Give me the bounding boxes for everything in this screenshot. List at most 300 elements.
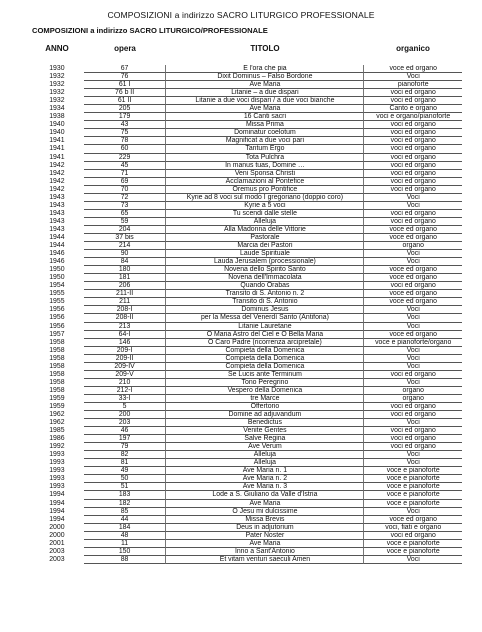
table-row bbox=[30, 443, 462, 451]
table-row bbox=[30, 81, 462, 89]
titolo-cell: Alla Madonna delle Vittorie bbox=[165, 226, 364, 234]
organico-cell: voci, fiati e organo bbox=[364, 524, 462, 532]
table-row bbox=[30, 371, 462, 379]
table-row bbox=[30, 186, 462, 194]
organico-cell: voci ed organo bbox=[364, 371, 462, 379]
organico-cell: voce ed organo bbox=[364, 226, 462, 234]
anno-cell: 1958 bbox=[49, 338, 65, 346]
anno-cell: 1994 bbox=[49, 507, 65, 515]
anno-cell: 1943 bbox=[49, 193, 65, 201]
organico-cell: voce ed organo bbox=[364, 274, 462, 282]
table-row bbox=[30, 258, 462, 266]
anno-cell: 1943 bbox=[49, 209, 65, 217]
organico-cell: voce e pianoforte bbox=[364, 491, 462, 499]
opera-cell: 61 I bbox=[84, 81, 166, 89]
titolo-cell: Kyrie ad 8 voci sul modo I gregoriano (doppio coro) bbox=[165, 194, 364, 202]
titolo-cell: Oremus pro Pontifice bbox=[165, 186, 364, 194]
anno-cell: 1934 bbox=[49, 105, 65, 113]
anno-cell: 1993 bbox=[49, 483, 65, 491]
table-row bbox=[30, 500, 462, 508]
table-row bbox=[30, 314, 462, 322]
table-row bbox=[30, 170, 462, 178]
opera-cell: 73 bbox=[84, 202, 166, 210]
table-row bbox=[30, 242, 462, 250]
titolo-cell: Dominatur coelotum bbox=[165, 129, 364, 137]
anno-cell: 1943 bbox=[49, 217, 65, 225]
organico-cell: voci ed organo bbox=[364, 532, 462, 540]
table-row bbox=[30, 137, 462, 145]
table-row bbox=[30, 129, 462, 137]
table-row bbox=[30, 540, 462, 548]
table-row bbox=[30, 459, 462, 467]
table-row bbox=[30, 73, 462, 81]
organico-cell: voci ed organo bbox=[364, 97, 462, 105]
organico-cell: voce ed organo bbox=[364, 290, 462, 298]
opera-cell: 180 bbox=[84, 266, 166, 274]
opera-cell: 209-IV bbox=[84, 363, 166, 371]
titolo-cell: Novena dello Spirito Santo bbox=[165, 266, 364, 274]
table-row bbox=[30, 274, 462, 282]
opera-cell: 90 bbox=[84, 250, 166, 258]
titolo-cell: Pater Noster bbox=[165, 532, 364, 540]
titolo-cell: Litanie – a due dispari bbox=[165, 89, 364, 97]
titolo-cell: Missa Prima bbox=[165, 121, 364, 129]
table-row bbox=[30, 411, 462, 419]
table-row bbox=[30, 323, 462, 331]
table-row bbox=[30, 210, 462, 218]
table-row bbox=[30, 97, 462, 105]
titolo-cell: Deus in adjutorium bbox=[165, 524, 364, 532]
table-row bbox=[30, 282, 462, 290]
header-titolo: TITOLO bbox=[250, 43, 280, 53]
opera-cell: 209-I bbox=[84, 347, 166, 355]
opera-cell: 65 bbox=[84, 210, 166, 218]
opera-cell: 64-I bbox=[84, 331, 166, 339]
titolo-cell: Marcia dei Pastori bbox=[165, 242, 364, 250]
table-title: COMPOSIZIONI a indirizzo SACRO LITURGICO/PROFESSIONALE bbox=[32, 26, 268, 35]
table-body bbox=[30, 65, 462, 564]
anno-cell: 1943 bbox=[49, 201, 65, 209]
table-row bbox=[30, 427, 462, 435]
anno-cell: 1956 bbox=[49, 322, 65, 330]
titolo-cell: Litanie Lauretane bbox=[165, 323, 364, 331]
organico-cell: voce e pianoforte/organo bbox=[364, 339, 462, 347]
titolo-cell: Acclamazioni al Pontefice bbox=[165, 178, 364, 186]
opera-cell: 205 bbox=[84, 105, 166, 113]
titolo-cell: Quando Orabas bbox=[165, 282, 364, 290]
organico-cell: voce ed organo bbox=[364, 234, 462, 242]
anno-cell: 1941 bbox=[49, 153, 65, 161]
table-row bbox=[30, 556, 462, 564]
titolo-cell: O Maria Astro del Ciel e O Bella Maria bbox=[165, 331, 364, 339]
opera-cell: 48 bbox=[84, 532, 166, 540]
organico-cell: Voci bbox=[364, 556, 462, 564]
anno-cell: 1956 bbox=[49, 306, 65, 314]
titolo-cell: Ave Maria bbox=[165, 105, 364, 113]
anno-cell: 1942 bbox=[49, 185, 65, 193]
table-row bbox=[30, 467, 462, 475]
titolo-cell: Tota Pulchra bbox=[165, 154, 364, 162]
organico-cell: organo bbox=[364, 242, 462, 250]
opera-cell: 209-V bbox=[84, 371, 166, 379]
titolo-cell: Ave Verum bbox=[165, 443, 364, 451]
organico-cell: voci ed organo bbox=[364, 162, 462, 170]
anno-cell: 1930 bbox=[49, 65, 65, 72]
table-row bbox=[30, 218, 462, 226]
titolo-cell: Ave Maria bbox=[165, 81, 364, 89]
opera-cell: 43 bbox=[84, 121, 166, 129]
anno-cell: 1944 bbox=[49, 242, 65, 250]
titolo-cell: Se Lucis ante Terminum bbox=[165, 371, 364, 379]
organico-cell: voce ed organo bbox=[364, 331, 462, 339]
organico-cell: Voci bbox=[364, 379, 462, 387]
table-row bbox=[30, 339, 462, 347]
titolo-cell: Pastorale bbox=[165, 234, 364, 242]
organico-cell: Voci bbox=[364, 419, 462, 427]
organico-cell: Voci bbox=[364, 451, 462, 459]
titolo-cell: Ave Maria bbox=[165, 540, 364, 548]
anno-cell: 1958 bbox=[49, 370, 65, 378]
titolo-cell: Transito di S. Antonio n. 2 bbox=[165, 290, 364, 298]
anno-cell: 1946 bbox=[49, 250, 65, 258]
organico-cell: Voci bbox=[364, 363, 462, 371]
header-opera: opera bbox=[114, 43, 136, 53]
organico-cell: voce e pianoforte bbox=[364, 483, 462, 491]
organico-cell: Voci bbox=[364, 258, 462, 266]
opera-cell: 67 bbox=[84, 65, 166, 73]
opera-cell: 46 bbox=[84, 427, 166, 435]
organico-cell: Voci bbox=[364, 459, 462, 467]
opera-cell: 76 b II bbox=[84, 89, 166, 97]
anno-cell: 1941 bbox=[49, 145, 65, 153]
organico-cell: voci ed organo bbox=[364, 186, 462, 194]
opera-cell: 51 bbox=[84, 483, 166, 491]
titolo-cell: Domine ad adjuvandum bbox=[165, 411, 364, 419]
opera-cell: 208-II bbox=[84, 314, 166, 322]
opera-cell: 182 bbox=[84, 500, 166, 508]
table-row bbox=[30, 508, 462, 516]
titolo-cell: Vespero della Domenica bbox=[165, 387, 364, 395]
anno-cell: 1962 bbox=[49, 419, 65, 427]
opera-cell: 79 bbox=[84, 443, 166, 451]
table-row bbox=[30, 355, 462, 363]
organico-cell: voci ed organo bbox=[364, 89, 462, 97]
opera-cell: 11 bbox=[84, 540, 166, 548]
organico-cell: voci ed organo bbox=[364, 210, 462, 218]
organico-cell: voci ed organo bbox=[364, 129, 462, 137]
anno-cell: 2000 bbox=[49, 523, 65, 531]
anno-cell: 1962 bbox=[49, 411, 65, 419]
anno-cell: 1993 bbox=[49, 459, 65, 467]
titolo-cell: Lauda Jerusalem (processionale) bbox=[165, 258, 364, 266]
titolo-cell: In manus tuas, Domine … bbox=[165, 162, 364, 170]
opera-cell: 203 bbox=[84, 419, 166, 427]
titolo-cell: Alleluja bbox=[165, 218, 364, 226]
organico-cell: voce e pianoforte bbox=[364, 540, 462, 548]
titolo-cell: Veni Sponsa Christi bbox=[165, 170, 364, 178]
titolo-cell: Missa Brevis bbox=[165, 516, 364, 524]
opera-cell: 69 bbox=[84, 178, 166, 186]
opera-cell: 37 bis bbox=[84, 234, 166, 242]
anno-cell: 1942 bbox=[49, 177, 65, 185]
opera-cell: 200 bbox=[84, 411, 166, 419]
anno-cell: 1955 bbox=[49, 298, 65, 306]
opera-cell: 181 bbox=[84, 274, 166, 282]
organico-cell: voce e pianoforte bbox=[364, 548, 462, 556]
anno-cell: 1946 bbox=[49, 258, 65, 266]
opera-cell: 82 bbox=[84, 451, 166, 459]
table-row bbox=[30, 113, 462, 121]
anno-cell: 1942 bbox=[49, 161, 65, 169]
anno-cell: 1958 bbox=[49, 378, 65, 386]
opera-cell: 72 bbox=[84, 194, 166, 202]
table-row bbox=[30, 65, 462, 73]
anno-cell: 1940 bbox=[49, 121, 65, 129]
organico-cell: Voci bbox=[364, 194, 462, 202]
titolo-cell: Alleluja bbox=[165, 459, 364, 467]
opera-cell: 179 bbox=[84, 113, 166, 121]
anno-cell: 1994 bbox=[49, 491, 65, 499]
opera-cell: 49 bbox=[84, 467, 166, 475]
opera-cell: 75 bbox=[84, 129, 166, 137]
organico-cell: voce ed organo bbox=[364, 266, 462, 274]
organico-cell: organo bbox=[364, 387, 462, 395]
organico-cell: voci ed organo bbox=[364, 411, 462, 419]
opera-cell: 70 bbox=[84, 186, 166, 194]
organico-cell: Voci bbox=[364, 202, 462, 210]
table-row bbox=[30, 516, 462, 524]
opera-cell: 60 bbox=[84, 145, 166, 153]
anno-cell: 1958 bbox=[49, 362, 65, 370]
table-row bbox=[30, 298, 462, 306]
opera-cell: 78 bbox=[84, 137, 166, 145]
anno-cell: 1992 bbox=[49, 443, 65, 451]
anno-cell: 1985 bbox=[49, 427, 65, 435]
table-row bbox=[30, 121, 462, 129]
anno-cell: 1950 bbox=[49, 266, 65, 274]
titolo-cell: Kyrie a 5 voci bbox=[165, 202, 364, 210]
page-title: COMPOSIZIONI a indirizzo SACRO LITURGICO PROFESSIONALE bbox=[107, 10, 375, 20]
anno-cell: 1994 bbox=[49, 515, 65, 523]
titolo-cell: Novena dell'Immacolata bbox=[165, 274, 364, 282]
titolo-cell: Lode a S. Giuliano da Valle d'Istria bbox=[165, 491, 364, 499]
anno-cell: 1958 bbox=[49, 354, 65, 362]
anno-cell: 1993 bbox=[49, 475, 65, 483]
organico-cell: Voci bbox=[364, 347, 462, 355]
opera-cell: 5 bbox=[84, 403, 166, 411]
organico-cell: voce ed organo bbox=[364, 65, 462, 73]
opera-cell: 44 bbox=[84, 516, 166, 524]
titolo-cell: Compieta della Domenica bbox=[165, 355, 364, 363]
opera-cell: 81 bbox=[84, 459, 166, 467]
anno-cell: 1941 bbox=[49, 137, 65, 145]
titolo-cell: Transito di S. Antonio bbox=[165, 298, 364, 306]
opera-cell: 61 II bbox=[84, 97, 166, 105]
titolo-cell: Inno a Sant'Antonio bbox=[165, 548, 364, 556]
table-row bbox=[30, 435, 462, 443]
titolo-cell: Salve Regina bbox=[165, 435, 364, 443]
organico-cell: voci ed organo bbox=[364, 282, 462, 290]
organico-cell: Voci bbox=[364, 250, 462, 258]
titolo-cell: 16 Canti sacri bbox=[165, 113, 364, 121]
table-row bbox=[30, 347, 462, 355]
organico-cell: voce e pianoforte bbox=[364, 467, 462, 475]
anno-cell: 2001 bbox=[49, 539, 65, 547]
table-row bbox=[30, 548, 462, 556]
titolo-cell: Benedictus bbox=[165, 419, 364, 427]
anno-cell: 2003 bbox=[49, 555, 65, 563]
titolo-cell: Ave Maria n. 2 bbox=[165, 475, 364, 483]
header-organico: organico bbox=[396, 43, 430, 53]
titolo-cell: Dixit Dominus – Falso Bordone bbox=[165, 73, 364, 81]
table-row bbox=[30, 202, 462, 210]
titolo-cell: Tu scendi dalle stelle bbox=[165, 210, 364, 218]
anno-cell: 1958 bbox=[49, 386, 65, 394]
organico-cell: Voci bbox=[364, 314, 462, 322]
table-row bbox=[30, 451, 462, 459]
organico-cell: voci ed organo bbox=[364, 435, 462, 443]
anno-cell: 1993 bbox=[49, 451, 65, 459]
organico-cell: Voci bbox=[364, 73, 462, 81]
titolo-cell: Ave Maria bbox=[165, 500, 364, 508]
organico-cell: voce e pianoforte bbox=[364, 475, 462, 483]
titolo-cell: Compieta della Domenica bbox=[165, 363, 364, 371]
opera-cell: 206 bbox=[84, 282, 166, 290]
table-row bbox=[30, 105, 462, 113]
opera-cell: 183 bbox=[84, 491, 166, 499]
organico-cell: voci ed organo bbox=[364, 121, 462, 129]
titolo-cell: Et vitam venturi saeculi Amen bbox=[165, 556, 364, 564]
anno-cell: 1956 bbox=[49, 314, 65, 322]
table-row bbox=[30, 234, 462, 242]
table-row bbox=[30, 419, 462, 427]
anno-cell: 1938 bbox=[49, 113, 65, 121]
table-row bbox=[30, 483, 462, 491]
anno-cell: 1932 bbox=[49, 89, 65, 97]
anno-cell: 1932 bbox=[49, 73, 65, 81]
table-row bbox=[30, 250, 462, 258]
table-row bbox=[30, 532, 462, 540]
anno-cell: 1944 bbox=[49, 233, 65, 241]
organico-cell: voci e organo/pianoforte bbox=[364, 113, 462, 121]
titolo-cell: Laude Spirituale bbox=[165, 250, 364, 258]
anno-cell: 1993 bbox=[49, 467, 65, 475]
anno-cell: 1958 bbox=[49, 346, 65, 354]
titolo-cell: Venite Gentes bbox=[165, 427, 364, 435]
anno-cell: 1932 bbox=[49, 81, 65, 89]
anno-cell: 1994 bbox=[49, 499, 65, 507]
table-header bbox=[30, 37, 462, 59]
table-row bbox=[30, 266, 462, 274]
table-row bbox=[30, 387, 462, 395]
table-row bbox=[30, 363, 462, 371]
header-anno: ANNO bbox=[45, 43, 69, 53]
table-row bbox=[30, 89, 462, 97]
opera-cell: 208-I bbox=[84, 306, 166, 314]
organico-cell: voci ed organo bbox=[364, 145, 462, 153]
titolo-cell: Magnificat a due voci pari bbox=[165, 137, 364, 145]
opera-cell: 84 bbox=[84, 258, 166, 266]
titolo-cell: per la Messa del Venerdì Santo (Antifona) bbox=[165, 314, 364, 322]
titolo-cell: Offertorio bbox=[165, 403, 364, 411]
anno-cell: 1940 bbox=[49, 129, 65, 137]
organico-cell: Voci bbox=[364, 306, 462, 314]
titolo-cell: O Jesu mi dulcissime bbox=[165, 508, 364, 516]
anno-cell: 1942 bbox=[49, 169, 65, 177]
table-row bbox=[30, 395, 462, 403]
anno-cell: 1943 bbox=[49, 225, 65, 233]
table-row bbox=[30, 226, 462, 234]
table-row bbox=[30, 145, 462, 153]
titolo-cell: Tono Peregrino bbox=[165, 379, 364, 387]
organico-cell: voci ed organo bbox=[364, 427, 462, 435]
opera-cell: 85 bbox=[84, 508, 166, 516]
opera-cell: 213 bbox=[84, 323, 166, 331]
organico-cell: voci ed organo bbox=[364, 154, 462, 162]
anno-cell: 2003 bbox=[49, 547, 65, 555]
organico-cell: pianoforte bbox=[364, 81, 462, 89]
titolo-cell: O Caro Padre (ricorrenza arcipretale) bbox=[165, 339, 364, 347]
titolo-cell: Alleluja bbox=[165, 451, 364, 459]
anno-cell: 1957 bbox=[49, 330, 65, 338]
anno-cell: 1959 bbox=[49, 402, 65, 410]
organico-cell: voce ed organo bbox=[364, 298, 462, 306]
titolo-cell: Dominus Jesus bbox=[165, 306, 364, 314]
organico-cell: voci ed organo bbox=[364, 218, 462, 226]
opera-cell: 146 bbox=[84, 339, 166, 347]
titolo-cell: Compieta della Domenica bbox=[165, 347, 364, 355]
opera-cell: 214 bbox=[84, 242, 166, 250]
table-row bbox=[30, 154, 462, 162]
table-row bbox=[30, 306, 462, 314]
opera-cell: 150 bbox=[84, 548, 166, 556]
table-row bbox=[30, 162, 462, 170]
table-row bbox=[30, 403, 462, 411]
opera-cell: 184 bbox=[84, 524, 166, 532]
table-row bbox=[30, 379, 462, 387]
table-row bbox=[30, 475, 462, 483]
opera-cell: 212-I bbox=[84, 387, 166, 395]
opera-cell: 211-II bbox=[84, 290, 166, 298]
organico-cell: Canto e organo bbox=[364, 105, 462, 113]
opera-cell: 229 bbox=[84, 154, 166, 162]
opera-cell: 50 bbox=[84, 475, 166, 483]
titolo-cell: Tantum Ergo bbox=[165, 145, 364, 153]
anno-cell: 2000 bbox=[49, 531, 65, 539]
anno-cell: 1954 bbox=[49, 282, 65, 290]
opera-cell: 59 bbox=[84, 218, 166, 226]
anno-cell: 1986 bbox=[49, 435, 65, 443]
opera-cell: 210 bbox=[84, 379, 166, 387]
opera-cell: 204 bbox=[84, 226, 166, 234]
organico-cell: voci ed organo bbox=[364, 403, 462, 411]
titolo-cell: Litanie a due voci dispari / a due voci bianche bbox=[165, 97, 364, 105]
table-row bbox=[30, 331, 462, 339]
organico-cell: voce e pianoforte bbox=[364, 500, 462, 508]
organico-cell: voci ed organo bbox=[364, 137, 462, 145]
organico-cell: voci ed organo bbox=[364, 178, 462, 186]
titolo-cell: Ave Maria n. 1 bbox=[165, 467, 364, 475]
table-row bbox=[30, 524, 462, 532]
titolo-cell: È l'ora che pia bbox=[165, 65, 364, 73]
organico-cell: voci ed organo bbox=[364, 443, 462, 451]
opera-cell: 76 bbox=[84, 73, 166, 81]
organico-cell: Voci bbox=[364, 508, 462, 516]
anno-cell: 1950 bbox=[49, 274, 65, 282]
opera-cell: 211 bbox=[84, 298, 166, 306]
opera-cell: 33-I bbox=[84, 395, 166, 403]
opera-cell: 88 bbox=[84, 556, 166, 564]
